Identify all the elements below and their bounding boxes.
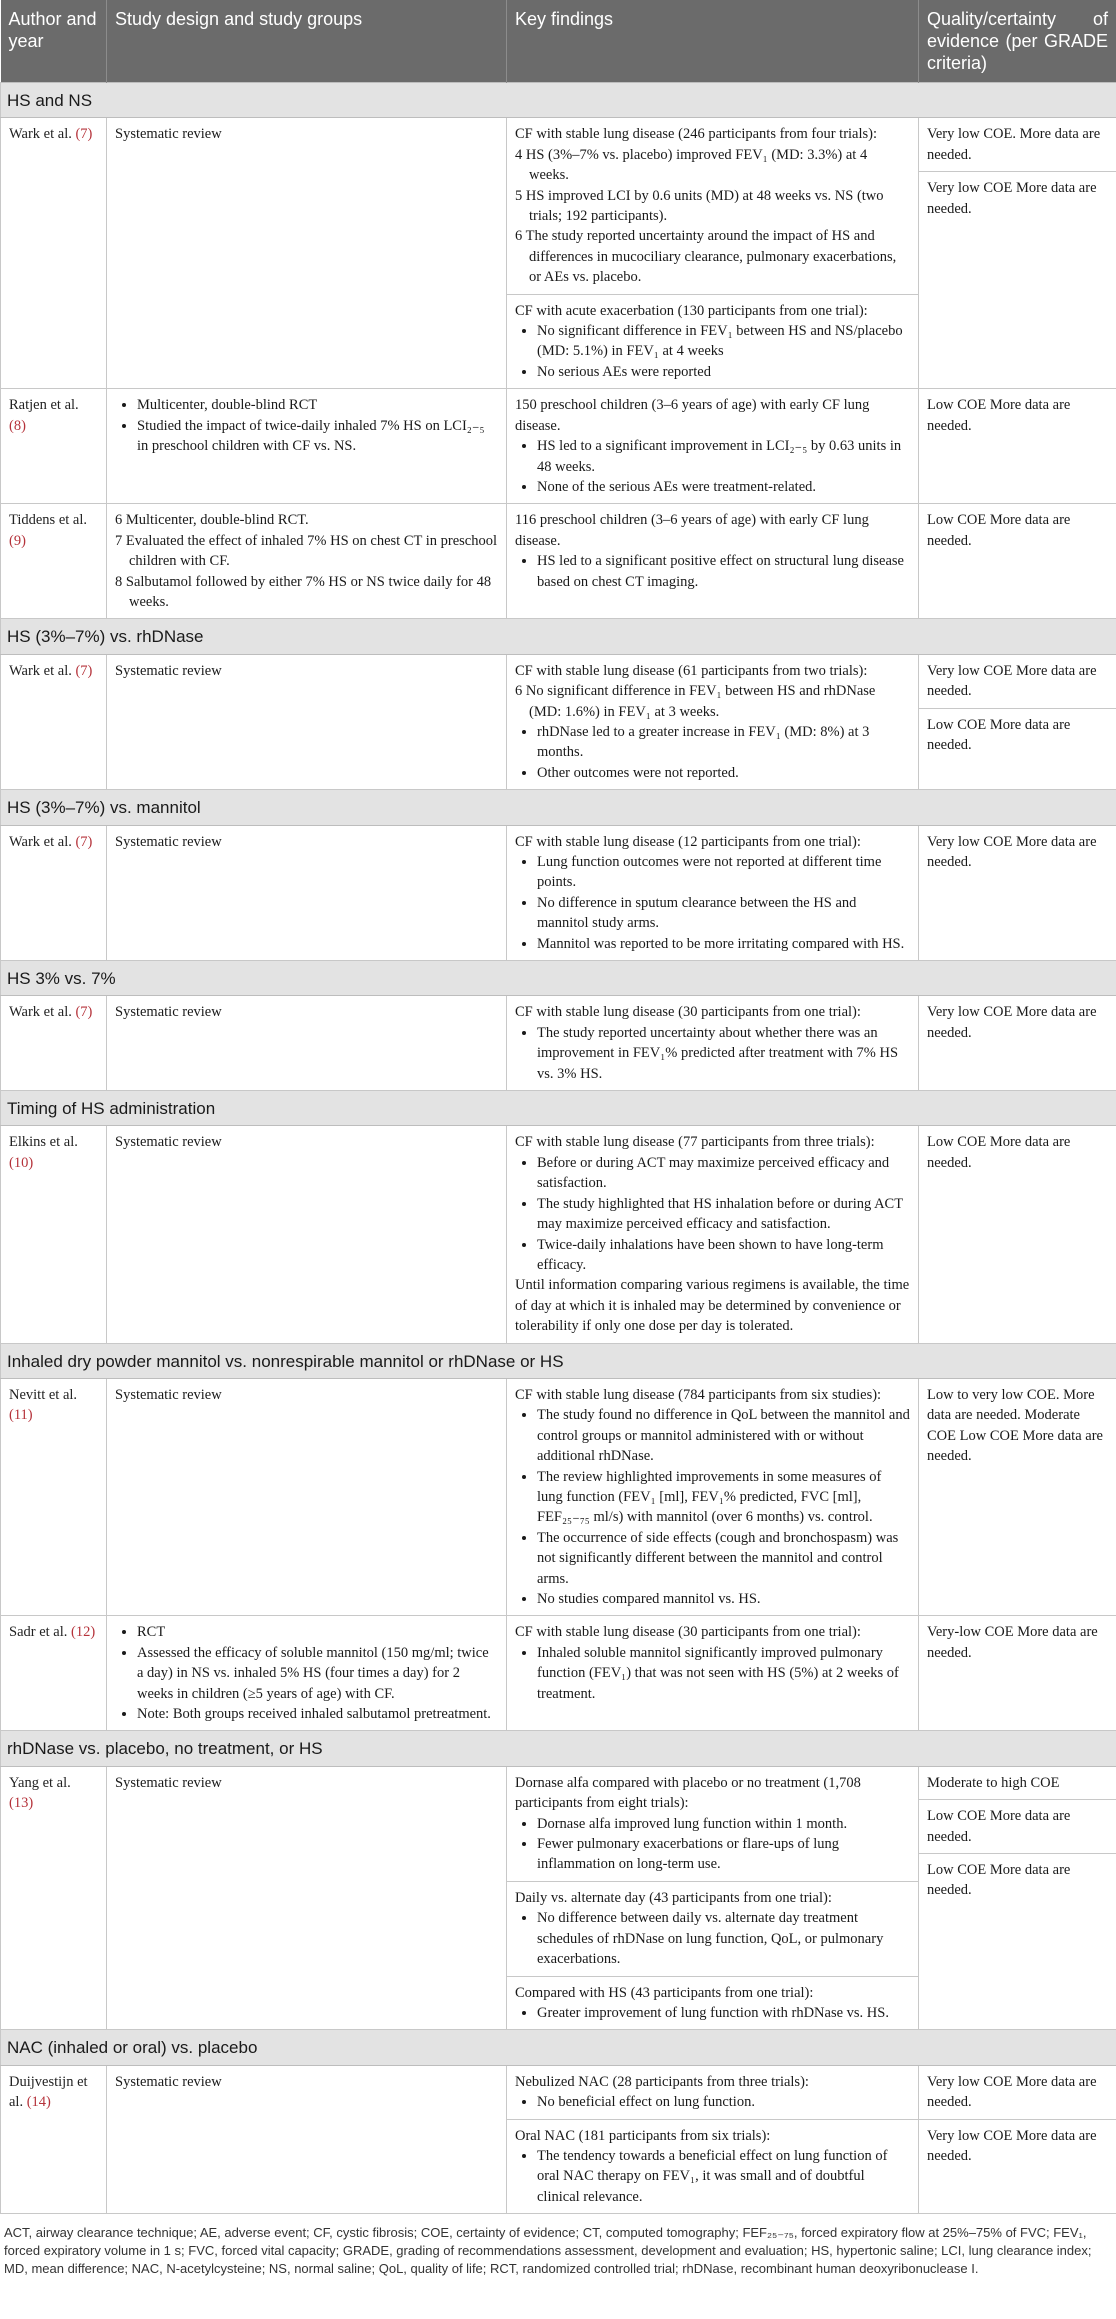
finding-list <box>515 2003 910 2023</box>
author-ref: (13) <box>9 1795 34 1812</box>
design-cell <box>107 118 507 389</box>
finding-item: • HS led to a significant improvement in LCI₂₋₅ by 0.63 units in 48 weeks. <box>537 436 910 477</box>
author-name: Yang et al. <box>9 1774 71 1791</box>
table-row <box>1 389 1116 504</box>
finding-list <box>515 1153 910 1275</box>
author-ref: (7) <box>75 1004 93 1021</box>
design-cell <box>107 996 507 1091</box>
findings-cell <box>507 1616 919 1731</box>
findings-cell <box>507 1766 919 2029</box>
table-body <box>1 83 1116 2214</box>
design-line: Systematic review <box>115 662 222 679</box>
findings-cell <box>507 389 919 504</box>
finding-item: • No beneficial effect on lung function. <box>537 2092 910 2112</box>
findings-intro: Oral NAC (181 participants from six trials): <box>515 2127 771 2144</box>
section-row <box>1 83 1116 118</box>
findings-block <box>515 124 910 287</box>
finding-item: • Twice-daily inhalations have been shown to have long-term efficacy. <box>537 1235 910 1276</box>
section-row <box>1 2030 1116 2065</box>
findings-cell <box>507 1378 919 1615</box>
design-item: • Assessed the efficacy of soluble mannitol (150 mg/ml; twice a day) in NS vs. inhaled 5% HS (four times a day) for 2 weeks in children (≥5 years of age) with CF. <box>137 1643 498 1704</box>
author-cell <box>1 504 107 619</box>
design-line: Systematic review <box>115 1004 222 1021</box>
findings-block <box>515 1002 910 1084</box>
findings-cell <box>507 2065 919 2213</box>
design-line: Systematic review <box>115 126 222 143</box>
section-title: rhDNase vs. placebo, no treatment, or HS <box>1 1731 1116 1766</box>
author-name: Elkins et al. <box>9 1134 78 1151</box>
quality-cell <box>919 996 1116 1091</box>
table-row <box>1 2065 1116 2213</box>
author-cell <box>1 1766 107 2029</box>
quality-block: Very low COE More data are needed. <box>919 2119 1116 2167</box>
author-ref: (14) <box>26 2094 51 2111</box>
finding-item: • No difference between daily vs. alternate day treatment schedules of rhDNase on lung function, QoL, or pulmonary exacerbations. <box>537 1908 910 1969</box>
finding-list <box>515 436 910 497</box>
design-line: 6 Multicenter, double-blind RCT. <box>115 512 309 529</box>
author-name: Wark et al. <box>9 833 72 850</box>
quality-block: Low COE More data are needed. <box>919 1853 1116 1901</box>
author-name: Tiddens et al. <box>9 512 88 529</box>
section-row <box>1 1091 1116 1126</box>
section-title: NAC (inhaled or oral) vs. placebo <box>1 2030 1116 2065</box>
findings-outro: Until information comparing various regimens is available, the time of day at which it is inhaled may be determined by convenience or tolerability if only one dose per day is tolerated. <box>515 1277 910 1335</box>
author-ref: (7) <box>75 833 93 850</box>
quality-cell <box>919 825 1116 960</box>
author-name: Wark et al. <box>9 126 72 143</box>
finding-item: 6 No significant difference in FEV₁ between HS and rhDNase (MD: 1.6%) in FEV₁ at 3 weeks. <box>515 683 876 720</box>
findings-intro: CF with stable lung disease (30 participants from one trial): <box>515 1624 861 1641</box>
findings-intro: CF with stable lung disease (61 participants from two trials): <box>515 662 868 679</box>
design-line: Systematic review <box>115 1386 222 1403</box>
finding-list <box>515 722 910 783</box>
findings-block <box>515 2072 910 2113</box>
design-line: 8 Salbutamol followed by either 7% HS or NS twice daily for 48 weeks. <box>115 573 492 610</box>
table-row <box>1 654 1116 789</box>
finding-item: • The occurrence of side effects (cough and bronchospasm) was not significantly different between the mannitol and control arms. <box>537 1528 910 1589</box>
findings-intro: Compared with HS (43 participants from one trial): <box>515 1984 814 2001</box>
findings-cell <box>507 825 919 960</box>
table-header-row <box>1 0 1116 83</box>
quality-cell <box>919 1616 1116 1731</box>
author-cell <box>1 1126 107 1343</box>
author-ref: (9) <box>9 532 26 549</box>
section-row <box>1 961 1116 996</box>
finding-list <box>515 2146 910 2207</box>
finding-item: • Mannitol was reported to be more irritating compared with HS. <box>537 934 910 954</box>
quality-cell <box>919 1126 1116 1343</box>
design-line: Systematic review <box>115 2073 222 2090</box>
finding-list <box>515 852 910 954</box>
table-row <box>1 118 1116 389</box>
finding-item: • The study found no difference in QoL between the mannitol and control groups or mannitol administered with or without additional rhDNase. <box>537 1405 910 1466</box>
findings-intro: 116 preschool children (3–6 years of age) with early CF lung disease. <box>515 512 869 549</box>
design-item: • Note: Both groups received inhaled salbutamol pretreatment. <box>137 1704 498 1724</box>
header-author: Author and year <box>1 0 107 83</box>
author-cell <box>1 1378 107 1615</box>
design-cell <box>107 2065 507 2213</box>
findings-intro: CF with stable lung disease (77 participants from three trials): <box>515 1134 875 1151</box>
section-title: Inhaled dry powder mannitol vs. nonrespirable mannitol or rhDNase or HS <box>1 1343 1116 1378</box>
finding-item: • The study reported uncertainty about whether there was an improvement in FEV₁% predicted after treatment with 7% HS vs. 3% HS. <box>537 1023 910 1084</box>
finding-item: • The review highlighted improvements in some measures of lung function (FEV₁ [ml], FEV₁% predicted, FVC [ml], FEF₂₅₋₇₅ ml/s) with mannitol (over 6 months) vs. control. <box>537 1467 910 1528</box>
quality-block: Low COE More data are needed. <box>919 1799 1116 1847</box>
finding-list <box>515 1023 910 1084</box>
design-item: • RCT <box>137 1622 498 1642</box>
finding-item: • Other outcomes were not reported. <box>537 763 910 783</box>
design-list <box>115 395 498 456</box>
header-design: Study design and study groups <box>107 0 507 83</box>
finding-list <box>515 321 910 382</box>
finding-list <box>515 2092 910 2112</box>
author-cell <box>1 1616 107 1731</box>
finding-item: • HS led to a significant positive effect on structural lung disease based on chest CT imaging. <box>537 551 910 592</box>
findings-block <box>515 661 910 783</box>
findings-block <box>515 1385 910 1609</box>
finding-item: • None of the serious AEs were treatment-related. <box>537 477 910 497</box>
findings-intro: CF with stable lung disease (12 participants from one trial): <box>515 833 861 850</box>
design-cell <box>107 1126 507 1343</box>
author-ref: (10) <box>9 1154 34 1171</box>
findings-block <box>507 1881 918 1970</box>
findings-intro: CF with acute exacerbation (130 participants from one trial): <box>515 302 868 319</box>
findings-block <box>515 510 910 592</box>
quality-block: Very low COE More data are needed. <box>919 171 1116 219</box>
author-cell <box>1 654 107 789</box>
findings-intro: Dornase alfa compared with placebo or no treatment (1,708 participants from eight trials): <box>515 1774 861 1812</box>
author-ref: (8) <box>9 417 26 434</box>
findings-cell <box>507 118 919 389</box>
table-row <box>1 1616 1116 1731</box>
finding-item: • rhDNase led to a greater increase in FEV₁ (MD: 8%) at 3 months. <box>537 722 910 763</box>
quality-cell <box>919 118 1116 389</box>
finding-item: • No studies compared mannitol vs. HS. <box>537 1589 910 1609</box>
section-title: HS and NS <box>1 83 1116 118</box>
quality-cell <box>919 389 1116 504</box>
quality-block: Very low COE. More data are needed. <box>927 126 1101 163</box>
design-line: Systematic review <box>115 833 222 850</box>
author-name: Ratjen et al. <box>9 397 79 414</box>
author-cell <box>1 825 107 960</box>
findings-cell <box>507 1126 919 1343</box>
finding-list <box>515 1405 910 1609</box>
author-cell <box>1 996 107 1091</box>
finding-item: • No difference in sputum clearance between the HS and mannitol study arms. <box>537 893 910 934</box>
finding-item: • Greater improvement of lung function with rhDNase vs. HS. <box>537 2003 910 2023</box>
table-row <box>1 504 1116 619</box>
table-row <box>1 825 1116 960</box>
finding-list <box>515 551 910 592</box>
quality-block: Low COE More data are needed. <box>927 512 1071 549</box>
finding-item: • Before or during ACT may maximize perceived efficacy and satisfaction. <box>537 1153 910 1194</box>
quality-cell <box>919 1378 1116 1615</box>
author-name: Wark et al. <box>9 1004 72 1021</box>
findings-intro: CF with stable lung disease (246 participants from four trials): <box>515 126 878 143</box>
finding-item: • Dornase alfa improved lung function within 1 month. <box>537 1814 910 1834</box>
author-cell <box>1 389 107 504</box>
section-title: HS (3%–7%) vs. rhDNase <box>1 619 1116 654</box>
finding-item: • The tendency towards a beneficial effect on lung function of oral NAC therapy on FEV₁, it was small and of doubtful clinical relevance. <box>537 2146 910 2207</box>
findings-block <box>507 1976 918 2024</box>
author-cell <box>1 118 107 389</box>
findings-block <box>515 1132 910 1336</box>
author-ref: (7) <box>75 126 93 143</box>
table-row <box>1 1126 1116 1343</box>
author-cell <box>1 2065 107 2213</box>
table-row <box>1 1378 1116 1615</box>
design-item: • Multicenter, double-blind RCT <box>137 395 498 415</box>
findings-intro: 150 preschool children (3–6 years of age) with early CF lung disease. <box>515 397 870 434</box>
header-quality: Quality/certainty of evidence (per GRADE criteria) <box>919 0 1116 83</box>
author-name: Sadr et al. <box>9 1624 68 1641</box>
findings-cell <box>507 504 919 619</box>
section-row <box>1 790 1116 825</box>
author-name: Wark et al. <box>9 662 72 679</box>
finding-item: • Inhaled soluble mannitol significantly improved pulmonary function (FEV₁) that was not seen with HS (5%) at 2 weeks of treatment. <box>537 1643 910 1704</box>
quality-cell <box>919 504 1116 619</box>
finding-list <box>515 1814 910 1875</box>
quality-cell <box>919 654 1116 789</box>
section-title: HS 3% vs. 7% <box>1 961 1116 996</box>
design-item: • Studied the impact of twice-daily inhaled 7% HS on LCI₂₋₅ in preschool children with CF vs. NS. <box>137 416 498 457</box>
design-cell <box>107 1766 507 2029</box>
design-cell <box>107 1378 507 1615</box>
section-row <box>1 1731 1116 1766</box>
quality-block: Very low COE More data are needed. <box>927 833 1097 870</box>
section-row <box>1 1343 1116 1378</box>
header-findings: Key findings <box>507 0 919 83</box>
finding-item: • No serious AEs were reported <box>537 362 910 382</box>
findings-block <box>515 1622 910 1704</box>
finding-item: 5 HS improved LCI by 0.6 units (MD) at 48 weeks vs. NS (two trials; 192 participants). <box>515 187 884 225</box>
finding-item: • The study highlighted that HS inhalation before or during ACT may maximize perceived efficacy and satisfaction. <box>537 1194 910 1235</box>
design-line: 7 Evaluated the effect of inhaled 7% HS on chest CT in preschool children with CF. <box>115 532 497 570</box>
design-line: Systematic review <box>115 1774 222 1791</box>
design-cell <box>107 504 507 619</box>
findings-cell <box>507 654 919 789</box>
finding-item: 4 HS (3%–7% vs. placebo) improved FEV₁ (MD: 3.3%) at 4 weeks. <box>515 146 868 184</box>
design-cell <box>107 825 507 960</box>
quality-block: Low COE More data are needed. <box>927 1134 1071 1171</box>
quality-block: Low COE More data are needed. <box>919 708 1116 756</box>
findings-intro: Nebulized NAC (28 participants from three trials): <box>515 2073 809 2090</box>
findings-intro: Daily vs. alternate day (43 participants from one trial): <box>515 1889 832 1906</box>
findings-block <box>507 294 918 383</box>
author-ref: (12) <box>71 1624 96 1641</box>
findings-block <box>515 1773 910 1875</box>
author-ref: (7) <box>75 662 93 679</box>
finding-list <box>515 1908 910 1969</box>
finding-item: 6 The study reported uncertainty around the impact of HS and differences in mucociliary clearance, pulmonary exacerbations, or AEs vs. placebo. <box>515 228 897 286</box>
design-line: Systematic review <box>115 1134 222 1151</box>
findings-block <box>507 2119 918 2208</box>
quality-cell <box>919 2065 1116 2213</box>
findings-block <box>515 395 910 497</box>
quality-block: Low to very low COE. More data are needed. Moderate COE Low COE More data are needed. <box>927 1386 1103 1465</box>
finding-item: • Fewer pulmonary exacerbations or flare-ups of lung inflammation on long-term use. <box>537 1834 910 1875</box>
section-title: Timing of HS administration <box>1 1091 1116 1126</box>
findings-intro: CF with stable lung disease (784 participants from six studies): <box>515 1386 882 1403</box>
design-list <box>115 1622 498 1724</box>
design-cell <box>107 389 507 504</box>
findings-block <box>515 832 910 954</box>
design-cell <box>107 1616 507 1731</box>
quality-block: Very low COE More data are needed. <box>927 2073 1097 2111</box>
table-footnote: ACT, airway clearance technique; AE, adverse event; CF, cystic fibrosis; COE, certainty of evidence; CT, computed tomography; FEF₂₅₋₇₅, forced expiratory flow at 25%–75% of FVC; FEV₁, forced expiratory volume in 1 s; FVC, forced vital capacity; GRADE, grading of recommendations assessment, development and evaluation; HS, hypertonic saline; LCI, lung clearance index; MD, mean difference; NAC, N-acetylcysteine; NS, normal saline; QoL, quality of life; RCT, randomized controlled trial; rhDNase, recombinant human deoxyribonuclease I. <box>4 2225 1092 2277</box>
section-row <box>1 619 1116 654</box>
finding-item: • Lung function outcomes were not reported at different time points. <box>537 852 910 893</box>
table-row <box>1 1766 1116 2029</box>
quality-block: Very-low COE More data are needed. <box>927 1624 1098 1661</box>
findings-cell <box>507 996 919 1091</box>
finding-item: • No significant difference in FEV₁ between HS and NS/placebo (MD: 5.1%) in FEV₁ at 4 weeks <box>537 321 910 362</box>
quality-block: Moderate to high COE <box>927 1774 1060 1791</box>
finding-list <box>515 1643 910 1704</box>
author-ref: (11) <box>9 1407 33 1424</box>
design-cell <box>107 654 507 789</box>
findings-intro: CF with stable lung disease (30 participants from one trial): <box>515 1004 861 1021</box>
section-title: HS (3%–7%) vs. mannitol <box>1 790 1116 825</box>
author-name: Duijvestijn et al. <box>9 2073 88 2111</box>
table-row <box>1 996 1116 1091</box>
quality-block: Very low COE More data are needed. <box>927 662 1097 700</box>
quality-block: Low COE More data are needed. <box>927 397 1071 434</box>
quality-block: Very low COE More data are needed. <box>927 1004 1097 1041</box>
quality-cell <box>919 1766 1116 2029</box>
author-name: Nevitt et al. <box>9 1386 78 1403</box>
